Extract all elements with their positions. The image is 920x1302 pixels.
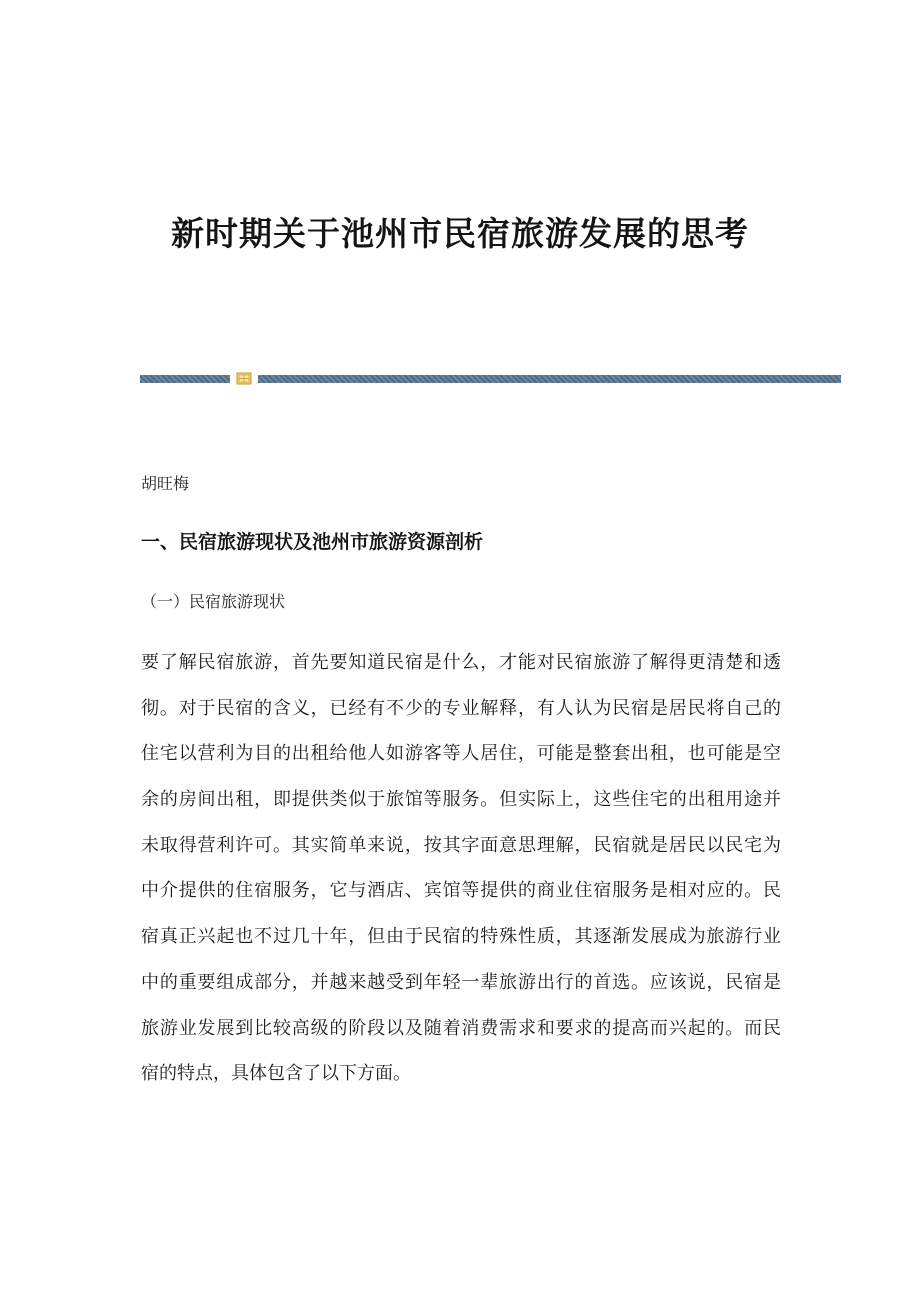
body-paragraph bbox=[141, 640, 781, 1097]
paragraph-line: 中介提供的住宿服务，它与酒店、宾馆等提供的商业住宿服务是相对应的。民 bbox=[141, 880, 781, 902]
author-name: 胡旺梅 bbox=[141, 474, 190, 493]
paragraph-line: 彻。对于民宿的含义，已经有不少的专业解释，有人认为民宿是居民将自己的 bbox=[141, 697, 781, 719]
paragraph-line: 住宅以营利为目的出租给他人如游客等人居住，可能是整套出租，也可能是空 bbox=[141, 743, 781, 765]
title-divider bbox=[140, 375, 841, 383]
paragraph-line: 要了解民宿旅游，首先要知道民宿是什么，才能对民宿旅游了解得更清楚和透 bbox=[141, 652, 781, 673]
section-heading: 一、民宿旅游现状及池州市旅游资源剖析 bbox=[141, 531, 484, 553]
ornament-icon bbox=[236, 372, 252, 385]
divider-bar-right bbox=[258, 375, 841, 383]
subsection-heading: （一）民宿旅游现状 bbox=[141, 592, 286, 611]
paragraph-line: 宿的特点，具体包含了以下方面。 bbox=[141, 1063, 411, 1085]
paragraph-line: 旅游业发展到比较高级的阶段以及随着消费需求和要求的提高而兴起的。而民 bbox=[141, 1017, 781, 1039]
document-title: 新时期关于池州市民宿旅游发展的思考 bbox=[171, 214, 749, 253]
paragraph-line: 未取得营利许可。其实简单来说，按其字面意思理解，民宿就是居民以民宅为 bbox=[141, 834, 781, 856]
paragraph-line: 宿真正兴起也不过几十年，但由于民宿的特殊性质，其逐渐发展成为旅游行业 bbox=[141, 926, 781, 948]
paragraph-line: 余的房间出租，即提供类似于旅馆等服务。但实际上，这些住宅的出租用途并 bbox=[141, 789, 781, 811]
divider-bar-left bbox=[140, 375, 230, 383]
paragraph-line: 中的重要组成部分，并越来越受到年轻一辈旅游出行的首选。应该说，民宿是 bbox=[141, 971, 781, 993]
